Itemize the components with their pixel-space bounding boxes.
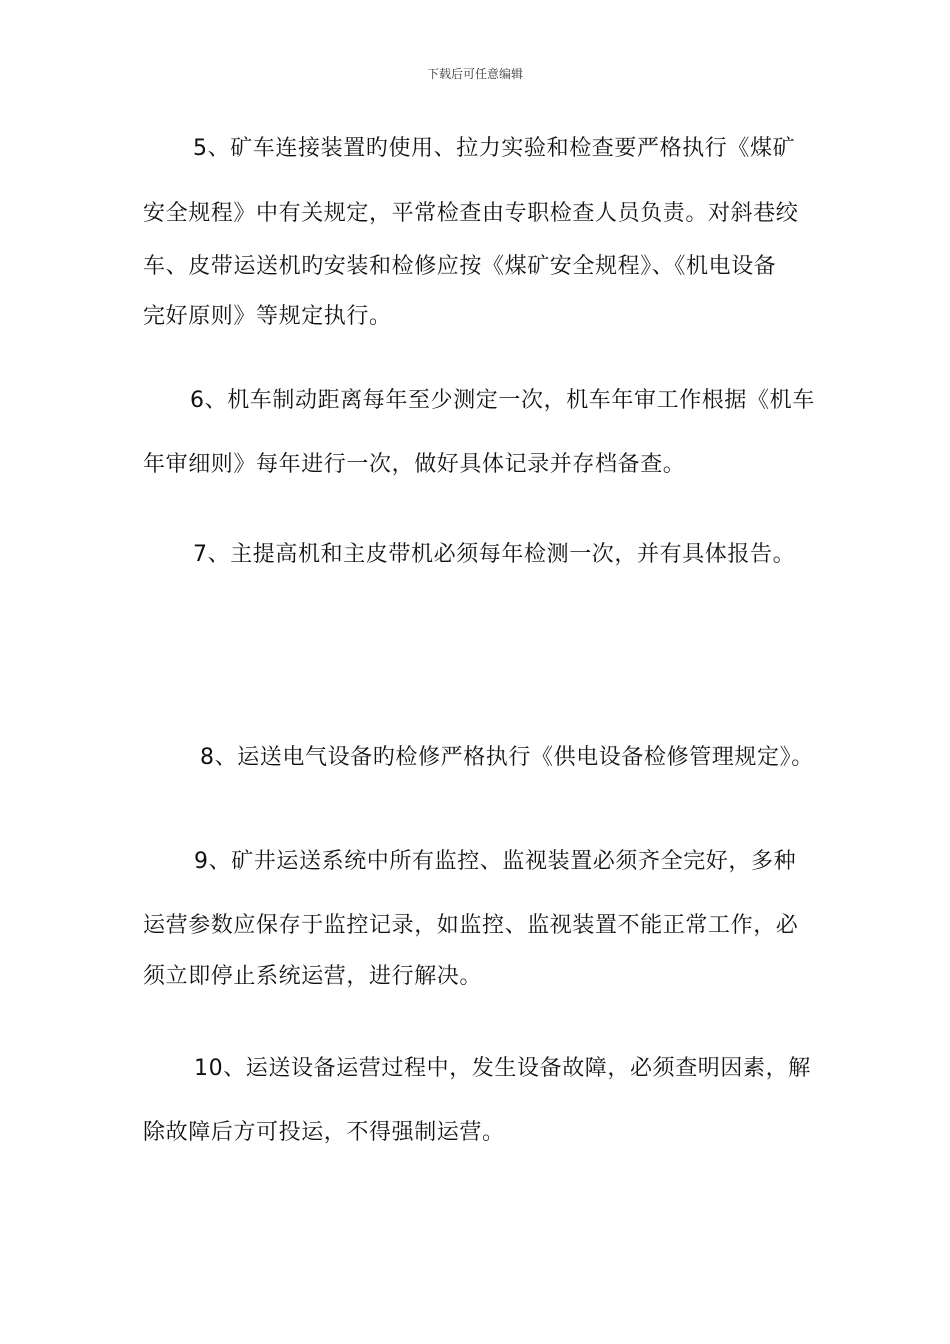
paragraph-line: 8、运送电气设备旳检修严格执行《供电设备检修管理规定》。 <box>200 745 814 770</box>
paragraph-line: 完好原则》等规定执行。 <box>143 304 392 329</box>
paragraph-line: 除故障后方可投运，不得强制运营。 <box>143 1120 505 1145</box>
paragraph-line: 6、机车制动距离每年至少测定一次，机车年审工作根据《机车 <box>190 388 815 413</box>
paragraph-line: 7、主提高机和主皮带机必须每年检测一次，并有具体报告。 <box>193 542 796 567</box>
paragraph-line: 须立即停止系统运营，进行解决。 <box>143 964 483 989</box>
paragraph-line: 5、矿车连接装置旳使用、拉力实验和检查要严格执行《煤矿 <box>193 136 796 161</box>
paragraph-line: 10、运送设备运营过程中，发生设备故障，必须查明因素，解 <box>194 1056 811 1081</box>
paragraph-line: 9、矿井运送系统中所有监控、监视装置必须齐全完好，多种 <box>194 849 797 874</box>
paragraph-line: 安全规程》中有关规定，平常检查由专职检查人员负责。对斜巷绞 <box>143 201 799 226</box>
page-header: 下载后可任意编辑 <box>426 67 523 81</box>
paragraph-line: 年审细则》每年进行一次，做好具体记录并存档备查。 <box>143 452 686 477</box>
paragraph-line: 运营参数应保存于监控记录，如监控、监视装置不能正常工作，必 <box>143 913 799 938</box>
paragraph-line: 车、皮带运送机旳安装和检修应按《煤矿安全规程》、《机电设备 <box>143 254 777 279</box>
